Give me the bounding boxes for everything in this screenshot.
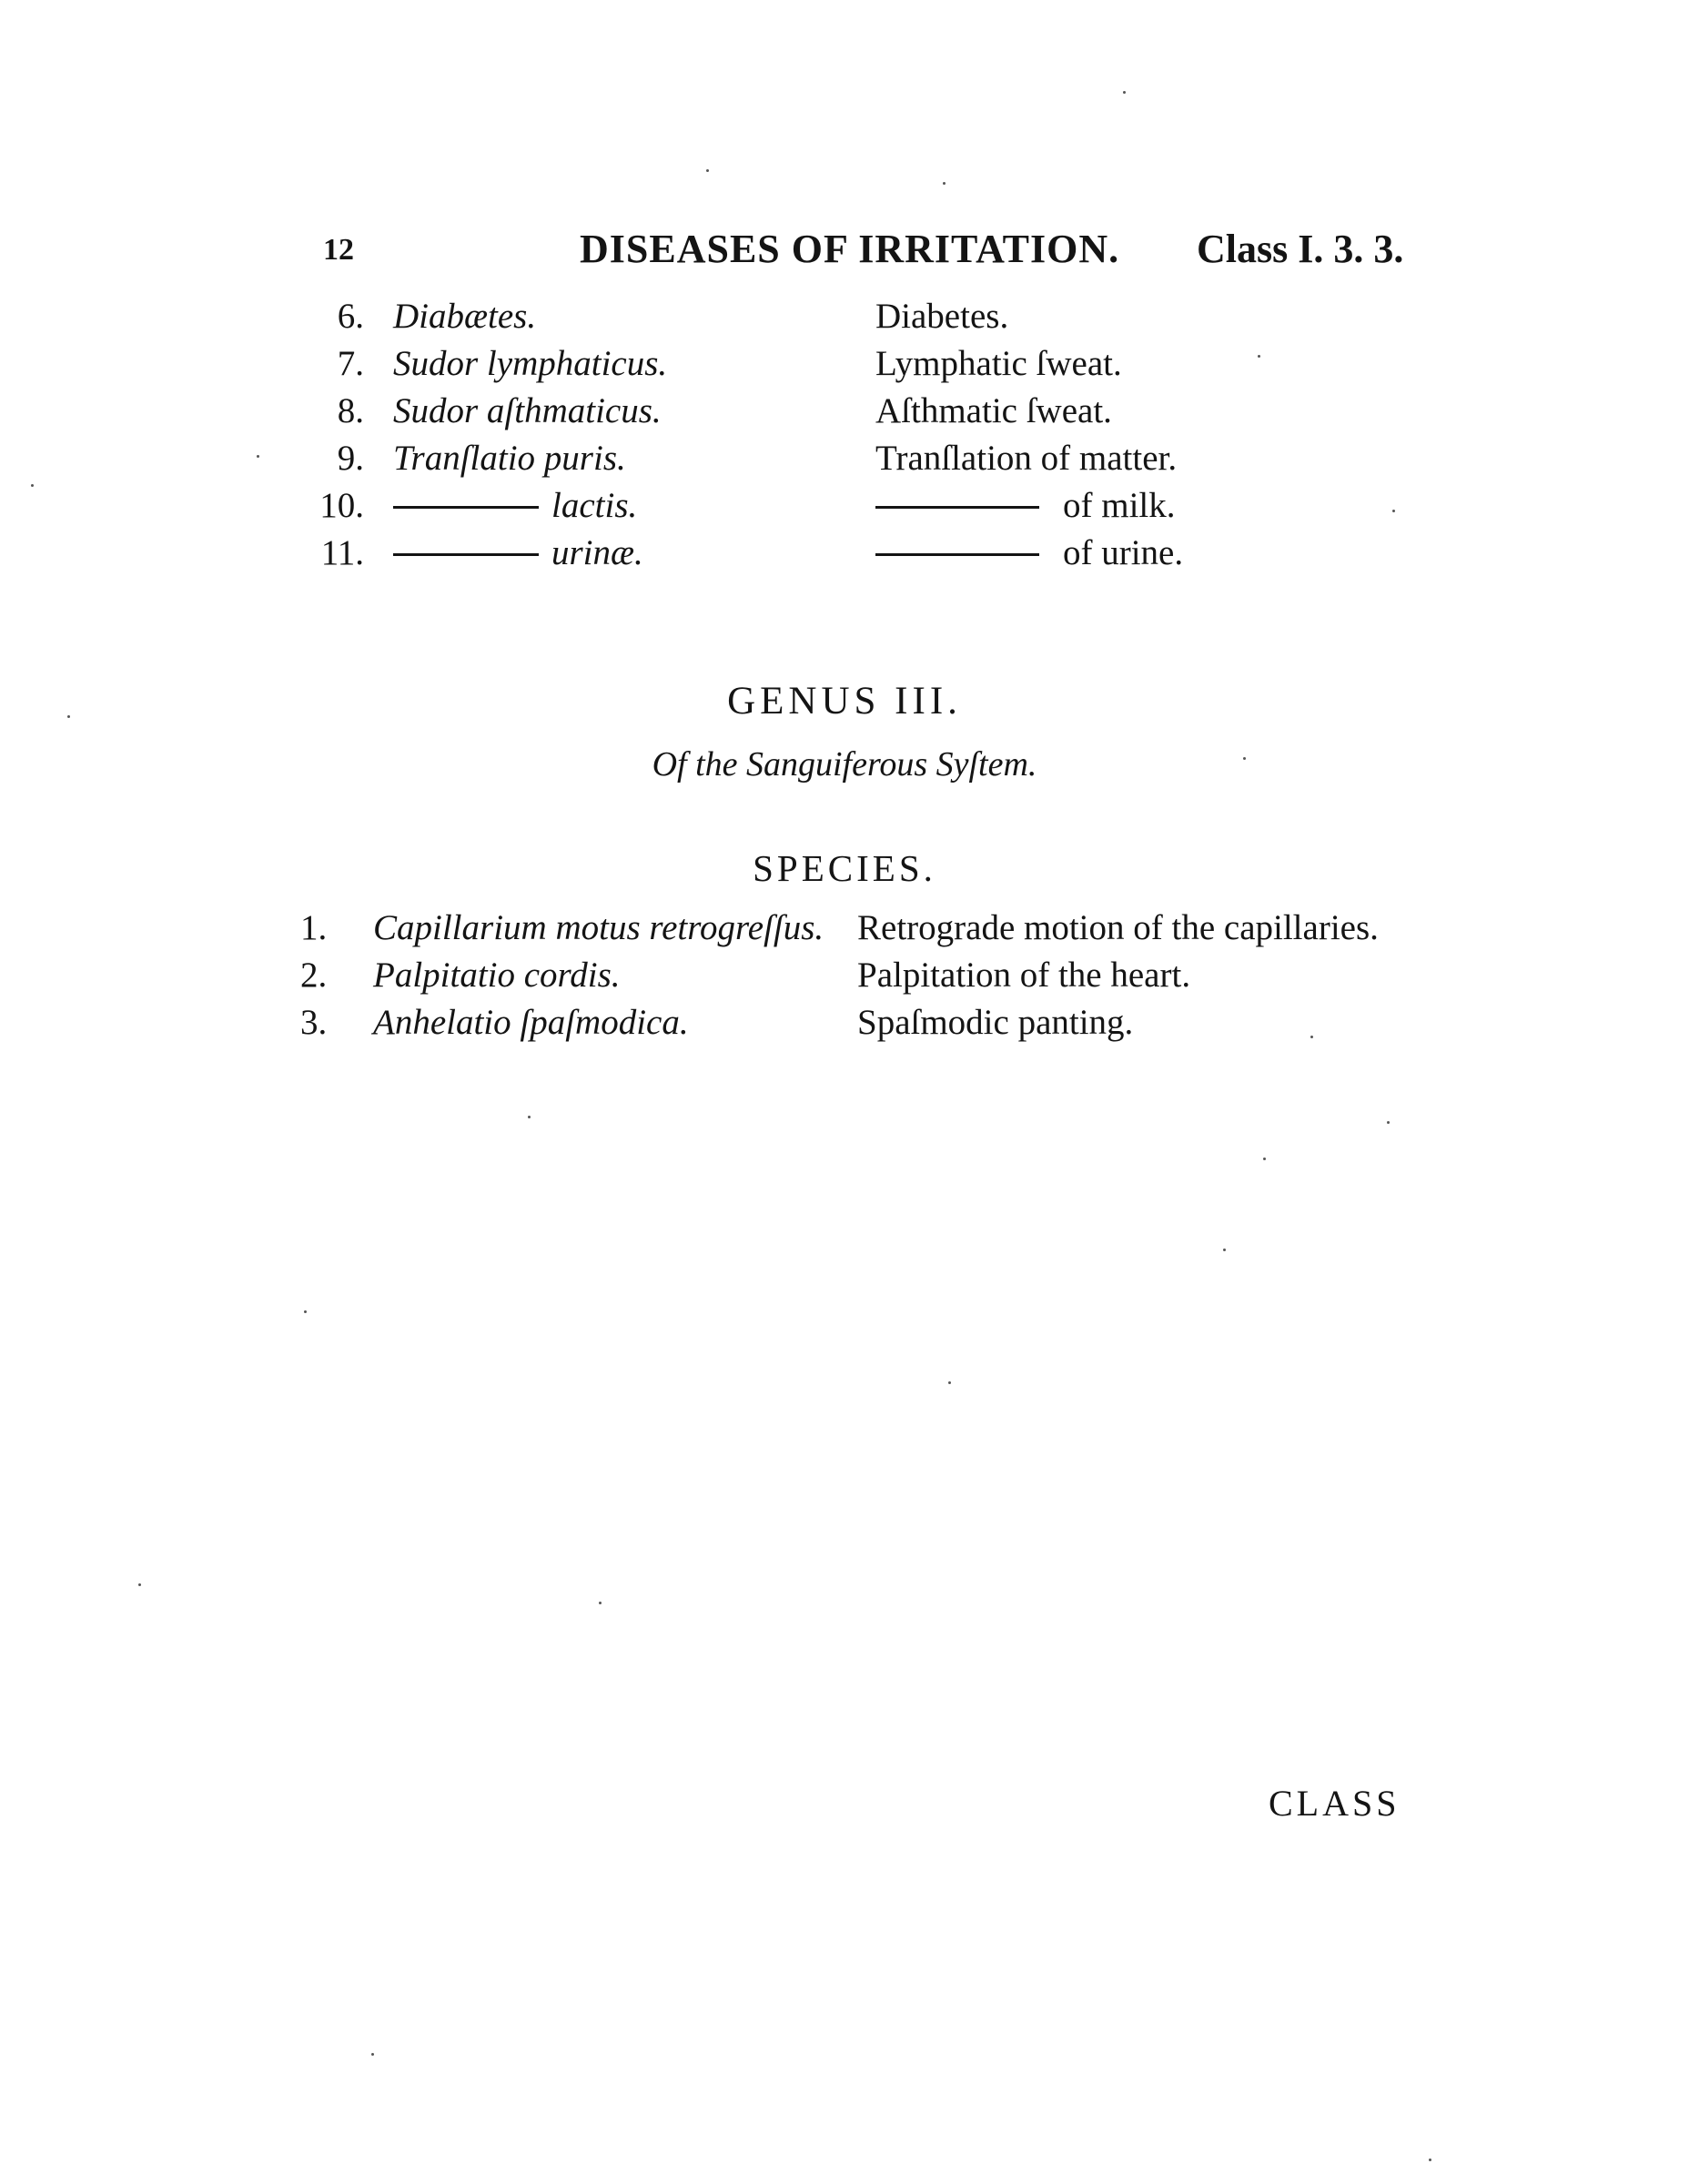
species-number: 10.	[319, 486, 364, 525]
scan-speck	[1392, 510, 1395, 512]
scan-speck	[943, 182, 946, 185]
genus-subtitle: Of the Sanguiferous Syſtem.	[652, 745, 1037, 784]
english-name-with-ditto	[875, 530, 1183, 577]
scan-speck	[599, 1602, 602, 1604]
species-list	[300, 905, 1465, 1046]
latin-name: Sudor aſthmaticus.	[393, 391, 662, 430]
latin-name: Diabætes.	[393, 297, 537, 336]
species-row	[300, 952, 1465, 999]
species-row	[309, 340, 1474, 388]
species-number: 8.	[337, 391, 364, 430]
species-number: 1.	[300, 908, 328, 947]
scan-speck	[1258, 355, 1260, 358]
scan-speck	[67, 715, 70, 718]
latin-name: Palpitatio cordis.	[373, 956, 621, 995]
scan-speck	[257, 455, 259, 458]
scan-speck	[1387, 1121, 1390, 1124]
genus-heading: GENUS III.	[727, 680, 962, 723]
ditto-dash	[875, 553, 1039, 556]
scan-speck	[1243, 757, 1246, 760]
species-row	[300, 999, 1465, 1046]
ditto-dash	[393, 553, 539, 556]
english-name: of urine.	[1063, 533, 1184, 572]
species-row	[309, 530, 1474, 577]
latin-name-with-ditto	[393, 482, 637, 530]
scan-speck	[706, 169, 709, 172]
english-name: Tranſlation of matter.	[875, 439, 1178, 478]
english-name: of milk.	[1063, 486, 1176, 525]
species-row	[309, 293, 1474, 340]
species-heading: SPECIES.	[753, 847, 936, 889]
species-number: 9.	[337, 439, 364, 478]
species-row	[300, 905, 1465, 952]
scan-speck	[1263, 1158, 1266, 1160]
scan-speck	[1123, 91, 1126, 94]
species-list-continued	[309, 293, 1474, 577]
scan-speck	[948, 1381, 951, 1384]
latin-name: Sudor lymphaticus.	[393, 344, 668, 383]
scan-speck	[1223, 1249, 1226, 1251]
english-name: Palpitation of the heart.	[857, 956, 1191, 995]
page-header	[323, 226, 1442, 280]
english-name: Diabetes.	[875, 297, 1009, 336]
english-name: Aſthmatic ſweat.	[875, 391, 1112, 430]
catchword: CLASS	[1269, 1783, 1401, 1824]
species-number: 7.	[337, 344, 364, 383]
scan-speck	[138, 1583, 141, 1586]
latin-name: Capillarium motus retrogreſſus.	[373, 908, 824, 947]
species-number: 6.	[337, 297, 364, 336]
species-row	[309, 482, 1474, 530]
scan-speck	[1429, 2159, 1431, 2161]
latin-name: Anhelatio ſpaſmodica.	[373, 1003, 689, 1042]
latin-name: Tranſlatio puris.	[393, 439, 626, 478]
class-reference: Class I. 3. 3.	[1197, 227, 1404, 271]
english-name-with-ditto	[875, 482, 1176, 530]
scan-speck	[371, 2053, 374, 2056]
latin-name-with-ditto	[393, 530, 643, 577]
english-name: Spaſmodic panting.	[857, 1003, 1134, 1042]
species-row	[309, 388, 1474, 435]
species-number: 3.	[300, 1003, 328, 1042]
latin-name: lactis.	[551, 486, 638, 525]
latin-name: urinæ.	[551, 533, 643, 572]
ditto-dash	[393, 506, 539, 509]
scan-speck	[31, 484, 34, 487]
running-title: DISEASES OF IRRITATION.	[580, 227, 1120, 271]
ditto-dash	[875, 506, 1039, 509]
scan-speck	[528, 1116, 531, 1118]
species-row	[309, 435, 1474, 482]
species-number: 2.	[300, 956, 328, 995]
scan-speck	[304, 1310, 307, 1313]
page-number: 12	[323, 233, 354, 267]
english-name: Lymphatic ſweat.	[875, 344, 1122, 383]
species-number: 11.	[320, 533, 364, 572]
english-name: Retrograde motion of the capillaries.	[857, 908, 1379, 947]
scan-speck	[1310, 1036, 1313, 1038]
